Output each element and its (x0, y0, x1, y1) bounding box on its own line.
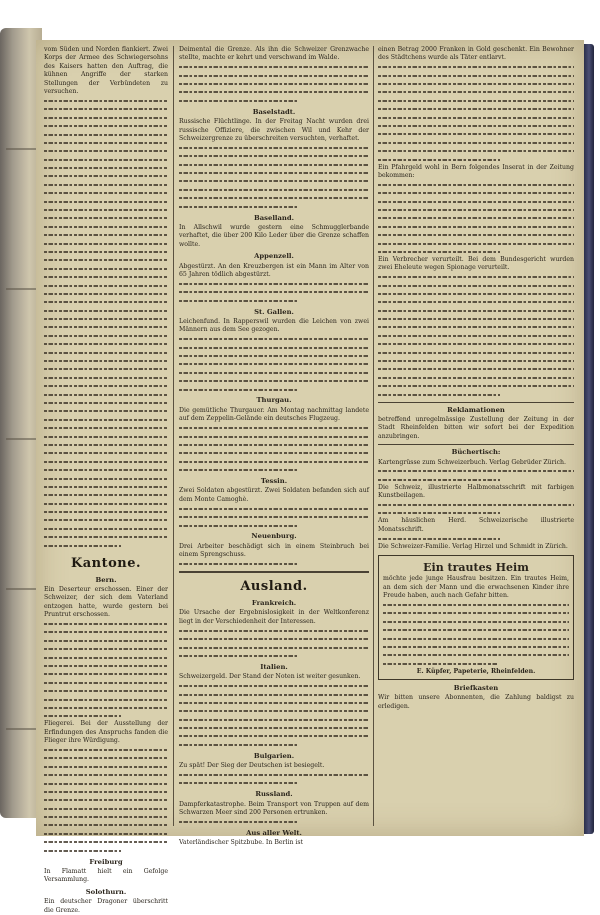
frankreich-article: Die Ursache der Ergebnislosigkeit in der Weltkonferenz liegt in der Verschiedenheit der Interessen. (179, 609, 369, 625)
neuenburg-article: Drei Arbeiter beschädigt sich in einem Steinbruch bei einem Sprengschuss. (179, 542, 369, 559)
subhead-thurgau: Thurgau. (256, 396, 292, 405)
column-divider (173, 46, 174, 826)
subhead-bern: Bern. (95, 575, 117, 584)
reklamationen-heading: Reklamationen (447, 405, 505, 414)
column-1 (44, 46, 168, 914)
section-rule (378, 444, 574, 445)
basel-article: Russische Flüchtlinge. In der Freitag Nacht wurden drei russische Offiziere, die zwischen Wil und Kehr der Schweizergrenze zu überschreiten versuchten, verhaftet. (179, 118, 369, 142)
fliegerei-article: Fliegerei. Bei der Ausstellung der Erfindungen des Anspruchs fanden die Flieger ihre Würdigung. (44, 720, 168, 745)
newspaper-page (36, 40, 584, 914)
subhead-frankreich: Frankreich. (251, 599, 297, 608)
buecher-item-2: Die Schweiz, illustrierte Halbmonatsschrift mit farbigen Kunstbeilagen. (378, 483, 574, 500)
buecher-item-3: Am häuslichen Herd. Schweizerische illustrierte Monatsschrift. (378, 517, 574, 533)
column-divider (373, 46, 374, 826)
section-heading-ausland: Ausland. (240, 579, 308, 595)
subhead-neuenburg: Neuenburg. (251, 532, 297, 541)
subhead-bulgarien: Bulgarien. (253, 751, 295, 760)
subhead-aller-welt: Aus aller Welt. (246, 828, 302, 837)
briefkasten-text: Wir bitten unsere Abonnenten, die Zahlung baldigst zu erledigen. (378, 694, 574, 710)
appenzell-article: Abgestürzt. An den Kreuzbergen ist ein Mann im Alter von 65 Jahren tödlich abgestürzt. (179, 262, 369, 278)
reklamationen-text: betreffend unregelmässige Zustellung der Zeitung in der Stadt Rheinfelden bitten wir sofort bei der Expedition anzubringen. (378, 415, 574, 440)
tessin-article: Zwei Soldaten abgestürzt. Zwei Soldaten befanden sich auf dem Monte Camoghè. (179, 487, 369, 503)
buecher-item-1: Kartengrüsse zum Schweizerbuch. Verlag Gebrüder Zürich. (378, 458, 567, 466)
subhead-appenzell: Appenzell. (254, 252, 294, 261)
bern-article: Ein Deserteur erschossen. Einer der Schweizer, der sich dem Vaterland entzogen hatte, wurde gestern bei Pruntrut erschossen. (44, 585, 168, 619)
column-2 (179, 46, 369, 847)
subhead-solothurn: Solothurn. (85, 887, 127, 896)
buechertisch-heading: Büchertisch: (451, 448, 501, 457)
section-rule (179, 571, 369, 573)
solothurn-article: Ein deutscher Dragoner überschritt die Grenze. (44, 898, 168, 914)
ad-text: möchte jede junge Hausfrau besitzen. Ein trautes Heim, an dem sich der Mann und die erwachsenen Kinder ihre Freude haben, auch nach Gefahr bitten. (383, 575, 569, 600)
baselland-article: In Allschwil wurde gestern eine Schmugglerbande verhaftet, die über 200 Kilo Leder über die Grenze schaffen wollte. (179, 223, 369, 248)
stgallen-article: Leichenfund. In Rapperswil wurden die Leichen von zwei Männern aus dem See gezogen. (179, 317, 369, 334)
russland-article: Dampferkatastrophe. Beim Transport von Truppen auf dem Schwarzen Meer sind 200 Personen ertrunken. (179, 800, 369, 817)
book-spine-right (584, 44, 594, 834)
column-3 (378, 46, 574, 826)
subhead-freiburg: Freiburg (89, 857, 123, 866)
buecher-item-4: Die Schweizer-Familie. Verlag Hirzel und Schmidt in Zürich. (378, 542, 568, 550)
ad-title: Ein trautes Heim (423, 560, 529, 574)
col1-intro: vom Süden und Norden flankiert. Zwei Korps der Armee des Schwiegersohns des Kaisers hatten den Auftrag, die kühnen Angriffe der starken Stellungen der Verbündeten zu versuchen. (44, 46, 168, 96)
subhead-stgallen: St. Gallen. (254, 307, 294, 316)
col3-intro: einen Betrag 2000 Franken in Gold geschenkt. Ein Bewohner des Städtchens wurde als Täter entlarvt. (378, 46, 574, 62)
subhead-italien: Italien. (260, 662, 288, 671)
advertisement-box (378, 555, 574, 680)
bulgarien-article: Zu spät! Der Sieg der Deutschen ist besiegelt. (179, 762, 325, 770)
briefkasten-heading: Briefkasten (453, 684, 499, 693)
subhead-basel: Baselstadt. (252, 107, 296, 116)
subhead-russland: Russland. (255, 790, 293, 799)
bern-verbrecher-article: Ein Verbrecher verurteilt. Bei dem Bundesgericht wurden zwei Eheleute wegen Spionage verurteilt. (378, 255, 574, 272)
thurgau-article: Die gemütliche Thurgauer. Am Montag nachmittag landete auf dem Zeppelin-Gelände ein deutsches Flugzeug. (179, 406, 369, 423)
italien-article: Schweizergeld. Der Stand der Noten ist weiter gesunken. (179, 673, 361, 681)
subhead-tessin: Tessin. (260, 477, 288, 486)
section-heading-kantone: Kantone. (70, 555, 142, 571)
freiburg-article: In Flamatt hielt ein Gefolge Versammlung. (44, 867, 168, 884)
section-rule (378, 402, 574, 403)
aller-welt-article: Vaterländischer Spitzbube. In Berlin ist (179, 839, 304, 847)
subhead-baselland: Baselland. (254, 213, 294, 222)
col2-intro: Deimental die Grenze. Als ihn die Schweizer Grenzwache stellte, machte er kehrt und verschwand im Walde. (179, 46, 369, 62)
ad-signature: E. Küpfer, Papeterie, Rheinfelden. (416, 667, 536, 675)
bern-inserat-head: Ein Pfahrgeld wohl in Bern folgendes Inserat in der Zeitung bekommen: (378, 163, 574, 179)
